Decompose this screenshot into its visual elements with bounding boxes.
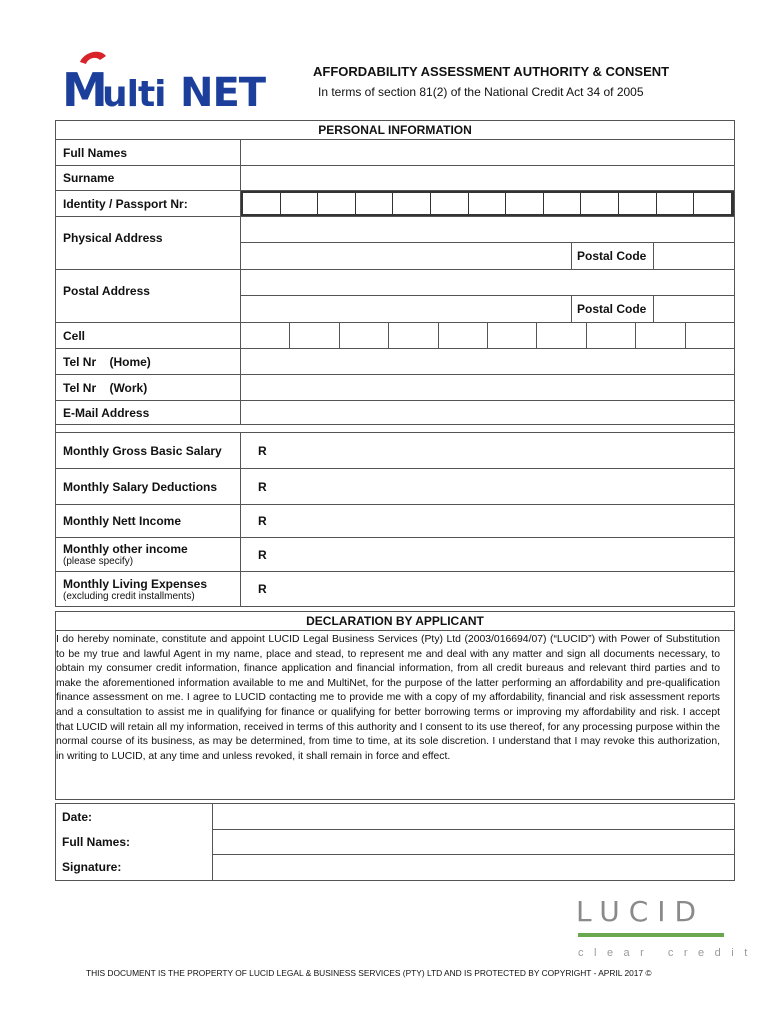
postal-postal-code-field[interactable]: [654, 296, 734, 322]
id-passport-label: Identity / Passport Nr:: [56, 191, 241, 216]
signature-label: Signature:: [62, 860, 122, 875]
other-income-note: (please specify): [63, 556, 134, 567]
salary-deductions-label: Monthly Salary Deductions: [56, 469, 241, 504]
cell-label: Cell: [56, 323, 241, 348]
tel-home-field[interactable]: [241, 349, 734, 374]
full-names-row: [56, 140, 734, 166]
nett-income-label: Monthly Nett Income: [56, 505, 241, 537]
lucid-logo: [576, 895, 758, 965]
lucid-wordmark: LUCID: [576, 895, 706, 928]
postal-address-label: Postal Address: [56, 270, 241, 322]
sign-full-names-label: Full Names:: [62, 834, 131, 849]
nett-income-row: [56, 505, 734, 538]
multinet-logo: [62, 48, 294, 110]
surname-field[interactable]: [241, 166, 734, 190]
id-passport-field[interactable]: [241, 191, 734, 216]
personal-information-form: [55, 120, 735, 607]
nett-income-field[interactable]: [241, 505, 734, 537]
physical-address-row: [56, 217, 734, 270]
postal-address-field[interactable]: [241, 270, 734, 296]
full-names-field[interactable]: [241, 140, 734, 165]
currency-symbol: R: [258, 443, 267, 458]
postal-postal-code-label: Postal Code: [571, 296, 654, 322]
other-income-label: Monthly other income (please specify): [56, 538, 241, 571]
physical-address-label: Physical Address: [56, 217, 241, 269]
copyright-footer: THIS DOCUMENT IS THE PROPERTY OF LUCID LEGAL & BUSINESS SERVICES (PTY) LTD AND IS PROTECTED BY COPYRIGHT - APRIL 2017 ©: [86, 968, 652, 978]
svg-text:NET: NET: [180, 70, 266, 110]
other-income-field[interactable]: [241, 538, 734, 571]
declaration-heading: DECLARATION BY APPLICANT: [55, 611, 735, 631]
physical-address-field[interactable]: [241, 217, 734, 243]
salary-deductions-field[interactable]: [241, 469, 734, 504]
sign-full-names-field[interactable]: [213, 830, 734, 856]
tel-work-field[interactable]: [241, 375, 734, 400]
cell-field[interactable]: [241, 323, 734, 348]
currency-symbol: R: [258, 582, 267, 596]
signature-block: [55, 803, 735, 881]
living-expenses-note: (excluding credit installments): [63, 590, 195, 602]
cell-row: [56, 323, 734, 349]
currency-symbol: R: [258, 479, 267, 494]
currency-symbol: R: [258, 547, 267, 562]
document-title: AFFORDABILITY ASSESSMENT AUTHORITY & CONSENT: [313, 64, 670, 79]
date-field[interactable]: [213, 804, 734, 830]
cell-digit-boxes[interactable]: [241, 323, 734, 348]
surname-label: Surname: [56, 166, 241, 190]
other-income-row: [56, 538, 734, 572]
date-label: Date:: [62, 809, 93, 824]
tel-home-row: [56, 349, 734, 375]
gross-salary-field[interactable]: [241, 433, 734, 468]
physical-postal-code-label: Postal Code: [571, 243, 654, 269]
tel-work-label: Tel Nr (Work): [56, 375, 241, 400]
living-expenses-label: Monthly Living Expenses (excluding credit installments): [56, 572, 241, 606]
email-field[interactable]: [241, 401, 734, 424]
lucid-green-bar: [578, 933, 724, 937]
id-digit-boxes[interactable]: [241, 191, 734, 216]
gross-salary-label: Monthly Gross Basic Salary: [56, 433, 241, 468]
section-spacer: [56, 425, 734, 433]
lucid-tagline: clear credit: [578, 947, 758, 959]
svg-text:ulti: ulti: [102, 74, 166, 110]
signature-field[interactable]: [213, 855, 734, 880]
personal-information-heading: PERSONAL INFORMATION: [56, 121, 734, 140]
postal-address-row: [56, 270, 734, 323]
living-expenses-field[interactable]: [241, 572, 734, 606]
tel-home-label: Tel Nr (Home): [56, 349, 241, 374]
email-label: E-Mail Address: [56, 401, 241, 424]
gross-salary-row: [56, 433, 734, 469]
physical-postal-code-field[interactable]: [654, 243, 734, 269]
living-expenses-row: [56, 572, 734, 606]
declaration-text: I do hereby nominate, constitute and appoint LUCID Legal Business Services (Pty) Ltd (2003/016694/07) (“LUCID”) with Power of Substitution to be my true and lawful Agent in my name, place and stead, to represent me and deal with any matter and sign all documents necessary, to obtain my consumer credit information, finance application and financial information, from all credit bureaus and relevant third parties and to make the aforementioned information available to me and MultiNet, for the purpose of the latter performing an affordability and pre-qualification finance assessment on me. I agree to LUCID contacting me to provide me with a copy of my affordability, financial and risk assessment reports and a consultation to assist me in qualifying for finance or qualifying for better borrowing terms or improving my affordability and risk. I accept that LUCID will retain all my information, received in terms of this authority and I consent to its use thereof, for any processing purpose within the normal course of its business, as may be determined, from time to time, at its sole discretion. I understand that I may revoke this authorization, in writing to LUCID, at any time and unless revoked, it shall remain in force and effect.: [55, 630, 735, 800]
id-passport-row: [56, 191, 734, 217]
svg-text:M: M: [62, 63, 106, 110]
tel-work-row: [56, 375, 734, 401]
surname-row: [56, 166, 734, 191]
salary-deductions-row: [56, 469, 734, 505]
full-names-label: Full Names: [56, 140, 241, 165]
email-row: [56, 401, 734, 425]
currency-symbol: R: [258, 514, 267, 528]
document-subtitle: In terms of section 81(2) of the National Credit Act 34 of 2005: [318, 85, 644, 99]
